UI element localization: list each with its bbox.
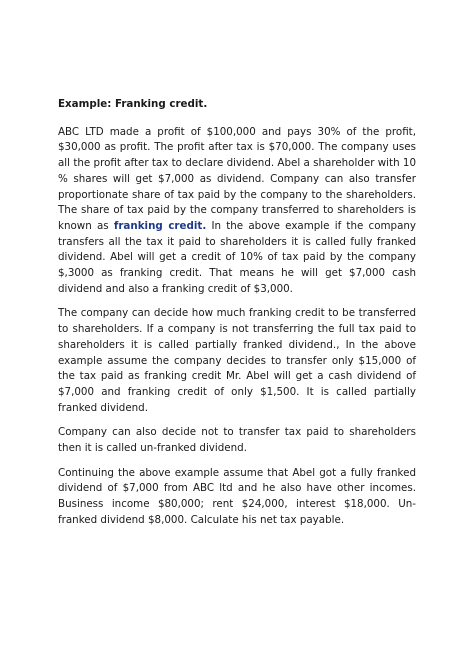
franking-credit-term: franking credit. — [113, 219, 207, 232]
paragraph-franking-credit-intro — [58, 125, 416, 298]
example-heading: Example: Franking credit. — [58, 98, 208, 110]
paragraph-text: In the above example if the company transfers all the tax it paid to shareholders it is called fully franked dividend. Abel will get a credit of 10% of tax paid by the company $,3000 as franking credit. That means he will get $7,000 cash dividend and also a franking credit of $3,000. — [58, 219, 417, 295]
paragraph-text: ABC LTD made a profit of $100,000 and pays 30% of the profit, $30,000 as profit. The profit after tax is $70,000. The company uses all the profit after tax to declare dividend. Abel a shareholder with 10 % shares will get $7,000 as dividend. Company can also transfer proportionate share of tax paid by the company to the shareholders. The share of tax paid by the company transferred to shareholders is known as — [58, 125, 416, 232]
paragraph-unfranked: Company can also decide not to transfer tax paid to shareholders then it is called un-franked dividend. — [58, 426, 416, 455]
paragraph-exercise: Continuing the above example assume that Abel got a fully franked dividend of $7,000 from ABC ltd and he also have other incomes. Business income $80,000; rent $24,000, interest $18,000. Un-franked dividend $8,000. Calculate his net tax payable. — [58, 466, 416, 526]
paragraph-partially-franked: The company can decide how much franking credit to be transferred to shareholders. If a company is not transferring the full tax paid to shareholders it is called partially franked dividend., In the above example assume the company decides to transfer only $15,000 of the tax paid as franking credit Mr. Abel will get a cash dividend of $7,000 and franking credit of only $1,500. It is called partially franked dividend. — [58, 307, 416, 414]
document-body — [58, 97, 416, 538]
